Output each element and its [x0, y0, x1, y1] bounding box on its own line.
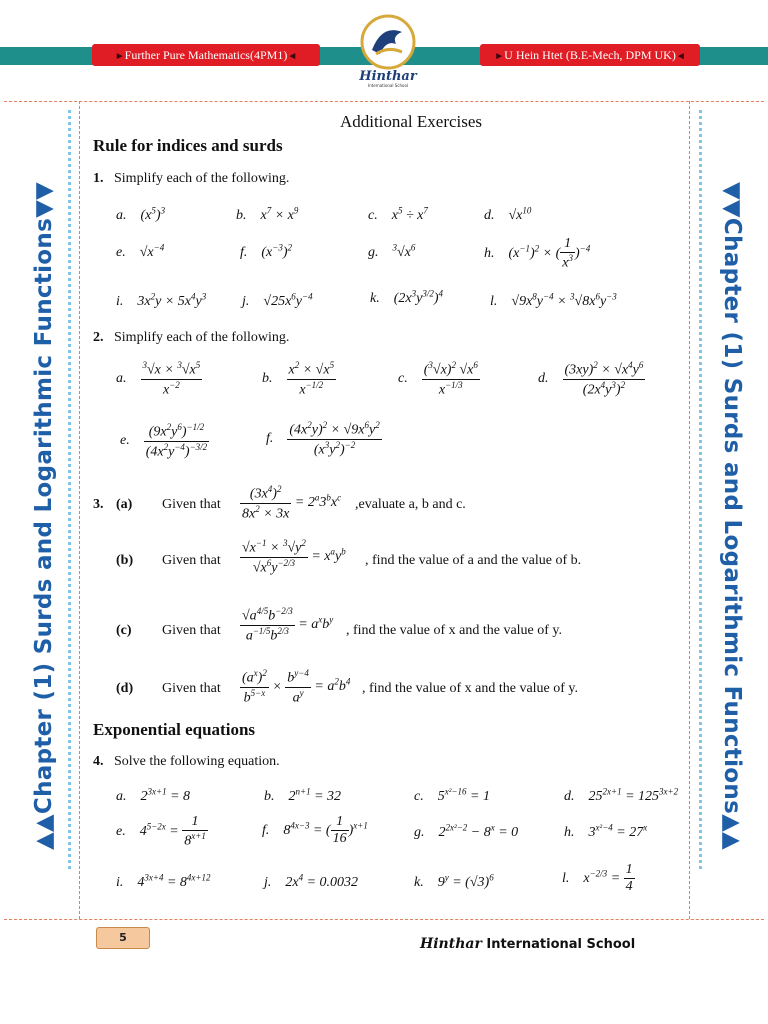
q3-c-expr: $\frac{√a^{4/5}b^{-2/3}}{a^{-1/5}b^{2/3}}$ = $a^xb^y$: [242, 606, 334, 644]
author-tag: ►U Hein Htet (B.E-Mech, DPM UK)◄: [480, 44, 700, 66]
q3-d-tail: , find the value of x and the value of y.: [362, 681, 579, 696]
q4-k: k. $9^y = (√3)^6$: [414, 872, 494, 890]
page-title: Additional Exercises: [339, 112, 483, 131]
frame-left: [79, 101, 80, 919]
q3-a-tail: ,evaluate a, b and c.: [355, 497, 466, 512]
section-heading-indices: Rule for indices and surds: [93, 136, 283, 155]
q3-num: 3.: [93, 497, 104, 512]
q3-c-tail: , find the value of x and the value of y.: [346, 623, 563, 638]
q1-e: e. $√x^{-4}$: [116, 242, 165, 260]
author-tag-text: U Hein Htet (B.E-Mech, DPM UK): [504, 48, 676, 62]
q4-c: c. $5^{x^2-16} = 1$: [414, 786, 490, 804]
frame-right: [689, 101, 690, 919]
q4-f: f. $8^{4x-3}$ = ( $\frac{1}{16}$ )$^{x+1}$: [262, 814, 368, 846]
frame-top: [4, 101, 764, 102]
q1-d: d. $√x^{10}$: [484, 205, 532, 223]
school-logo: [352, 10, 424, 88]
svg-text:International School: International School: [367, 83, 409, 88]
q1-g: g. $^3√x^6$: [368, 242, 416, 260]
q3-b-expr: $\frac{√x^{-1} \times ^3√y^2}{√x^6y^{-2/3}}$ = $x^ay^b$: [242, 538, 346, 576]
q4-d: d. $25^{2x+1} = 125^{3x+2}$: [564, 786, 679, 804]
q2-c: c. $\frac{(^3√x)^2 √x^6}{x^{-1/3}}$: [398, 360, 478, 398]
q3-a-given: Given that: [162, 497, 221, 512]
q3-c-label: (c): [116, 623, 132, 638]
q3-d-expr: $\frac{(a^x)^2}{b^{5-x}}$ × $\frac{b^{y-4}}{a^y}$ = $a^2b^4$: [242, 668, 351, 706]
q3-a-expr: $\frac{(3x^4)^2}{8x^2 \times 3x}$ = $2^a3^bx^c$: [242, 484, 342, 522]
footer-school-name: Hinthar International School: [420, 936, 636, 952]
q1-b: b. $x^7 \times x^9$: [236, 205, 299, 223]
q2-a: a. $\frac{^3√x \times ^3√x^5}{x^{-2}}$: [116, 360, 201, 398]
subject-tag-text: Further Pure Mathematics(4PM1): [124, 48, 288, 62]
q1-i: i. $3x^2y \times 5x^4y^3$: [116, 291, 207, 309]
q1-k: k. $(2x^3y^{3/2})^4$: [370, 288, 444, 306]
q4-e: e. $4^{5-2x}$ = $\frac{1}{8^{x+1}}$: [116, 814, 206, 849]
q4-i: i. $4^{3x+4} = 8^{4x+12}$: [116, 872, 211, 890]
page-number: 5: [96, 927, 150, 949]
left-dotted-rule: [68, 110, 71, 870]
right-dotted-rule: [699, 110, 702, 870]
q1-j: j. $√25x^6y^{-4}$: [242, 291, 313, 309]
left-chapter-banner: ▲▲Chapter (1) Surds and Logarithmic Functions▼▼: [31, 181, 57, 851]
q2-f: f. $\frac{(4x^2y)^2 \times √9x^6y^2}{(x^3y^2)^{-2}}$: [266, 420, 380, 458]
q3-c-given: Given that: [162, 623, 221, 638]
q4-h: h. $3^{x^2-4} = 27^x$: [564, 822, 648, 840]
q1-c: c. $x^5 \div x^7$: [368, 205, 428, 223]
svg-text:Hinthar: Hinthar: [359, 69, 417, 84]
q3-b-given: Given that: [162, 553, 221, 568]
question-1: 1. Simplify each of the following.: [93, 171, 290, 186]
q1-l: l. $√9x^8y^{-4} \times ^3√8x^6y^{-3}$: [490, 291, 617, 309]
subject-tag: ►Further Pure Mathematics(4PM1)◄: [92, 44, 320, 66]
q4-b: b. $2^{n+1} = 32$: [264, 786, 342, 804]
q3-a-label: (a): [116, 497, 133, 512]
q4-j: j. $2x^4 = 0.0032$: [264, 872, 359, 890]
right-chapter-banner: ▼▼Chapter (1) Surds and Logarithmic Functions▲▲: [719, 181, 745, 851]
q1-a: a. $(x^5)^3$: [116, 205, 166, 223]
frame-bottom: [4, 919, 764, 920]
q3-b-tail: , find the value of a and the value of b.: [365, 553, 582, 568]
q2-e: e. $\frac{(9x^2y^6)^{-1/2}}{(4x^2y^{-4})^{-3/2}}$: [120, 422, 208, 460]
q2-d: d. $\frac{(3xy)^2 \times √x^4y^6}{(2x^4y^3)^2}$: [538, 360, 644, 398]
section-heading-exponential: Exponential equations: [93, 720, 256, 739]
q3-b-label: (b): [116, 553, 134, 568]
q1-f: f. $(x^{-3})^2$: [240, 242, 293, 260]
question-4: 4. Solve the following equation.: [93, 754, 280, 769]
q3-d-given: Given that: [162, 681, 221, 696]
q4-g: g. $2^{2x^2-2} - 8^x = 0$: [414, 822, 519, 840]
q4-l: l. $x^{-2/3}$ = $\frac{1}{4}$: [562, 862, 633, 894]
q1-h: h. $(x^{-1})^2$ × ( $\frac{1}{x^3}$ )$^{-4}$: [484, 236, 591, 271]
q2-b: b. $\frac{x^2 \times √x^5}{x^{-1/2}}$: [262, 360, 335, 398]
q3-d-label: (d): [116, 681, 134, 696]
q4-a: a. $2^{3x+1} = 8$: [116, 786, 191, 804]
question-2: 2. Simplify each of the following.: [93, 330, 290, 345]
